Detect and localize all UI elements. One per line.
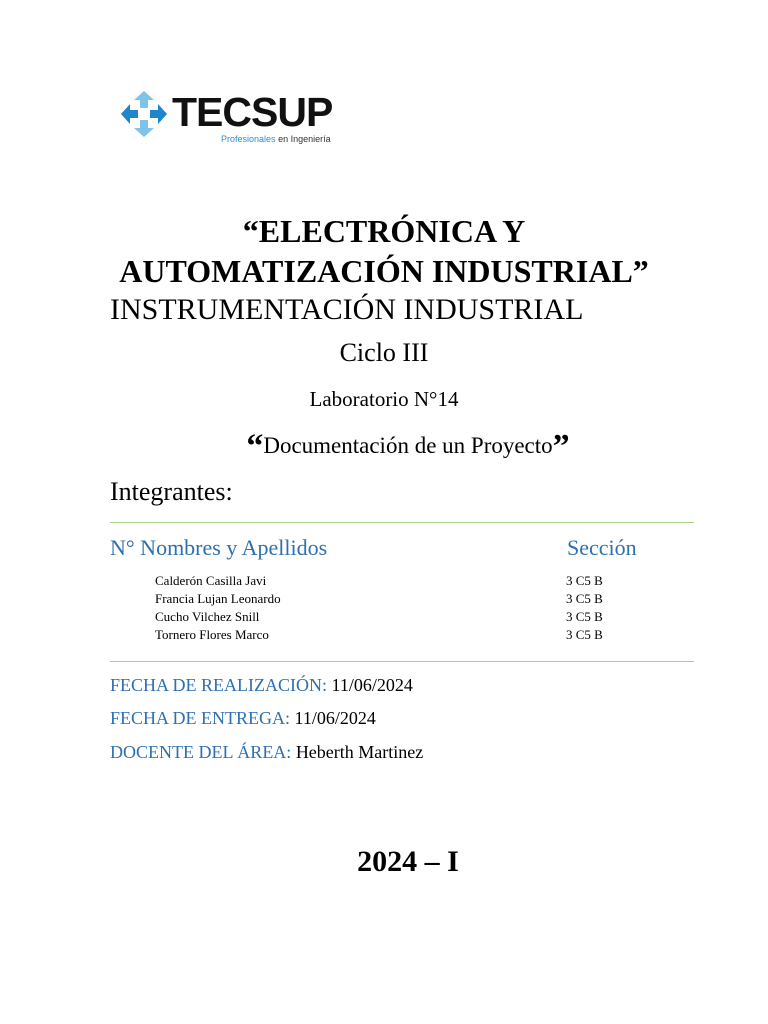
document-title-text: Documentación de un Proyecto [263, 433, 553, 458]
member-section: 3 C5 B [566, 609, 603, 624]
close-quote: ” [552, 428, 570, 465]
logo-tagline: Profesionales en Ingeniería [221, 134, 331, 144]
open-quote: “ [246, 428, 264, 465]
member-name: Francia Lujan Leonardo [155, 591, 281, 606]
member-name: Tornero Flores Marco [155, 627, 269, 642]
document-title [0, 426, 768, 463]
teacher-label: DOCENTE DEL ÁREA: [110, 742, 292, 762]
table-row [0, 572, 768, 590]
member-name: Cucho Vilchez Snill [155, 609, 260, 624]
realization-date-value: 11/06/2024 [327, 675, 413, 695]
delivery-date [110, 706, 376, 730]
title-line-2: AUTOMATIZACIÓN INDUSTRIAL” [119, 253, 649, 289]
table-top-divider [110, 522, 694, 523]
member-section: 3 C5 B [566, 573, 603, 588]
table-row [0, 590, 768, 608]
table-row [0, 626, 768, 644]
cycle-label: Ciclo III [339, 338, 429, 367]
member-section: 3 C5 B [566, 591, 603, 606]
teacher [110, 740, 423, 764]
academic-period: 2024 – I [357, 845, 459, 878]
column-header-names: N° Nombres y Apellidos [110, 535, 328, 560]
course-subtitle: INSTRUMENTACIÓN INDUSTRIAL [110, 293, 584, 326]
delivery-date-value: 11/06/2024 [290, 708, 376, 728]
column-header-section: Sección [567, 535, 637, 560]
title-line-1: “ELECTRÓNICA Y [242, 213, 526, 249]
member-section: 3 C5 B [566, 627, 603, 642]
realization-date-label: FECHA DE REALIZACIÓN: [110, 675, 327, 695]
table-bottom-divider [110, 661, 694, 662]
tecsup-mark-icon [118, 88, 170, 140]
member-name: Calderón Casilla Javi [155, 573, 267, 588]
members-heading: Integrantes: [110, 477, 233, 506]
teacher-name: Heberth Martinez [291, 742, 424, 762]
lab-number: Laboratorio N°14 [309, 387, 459, 411]
tecsup-wordmark: TECSUP [172, 89, 333, 135]
tecsup-logo [118, 88, 348, 148]
realization-date [110, 673, 413, 697]
delivery-date-label: FECHA DE ENTREGA: [110, 708, 290, 728]
table-row [0, 608, 768, 626]
